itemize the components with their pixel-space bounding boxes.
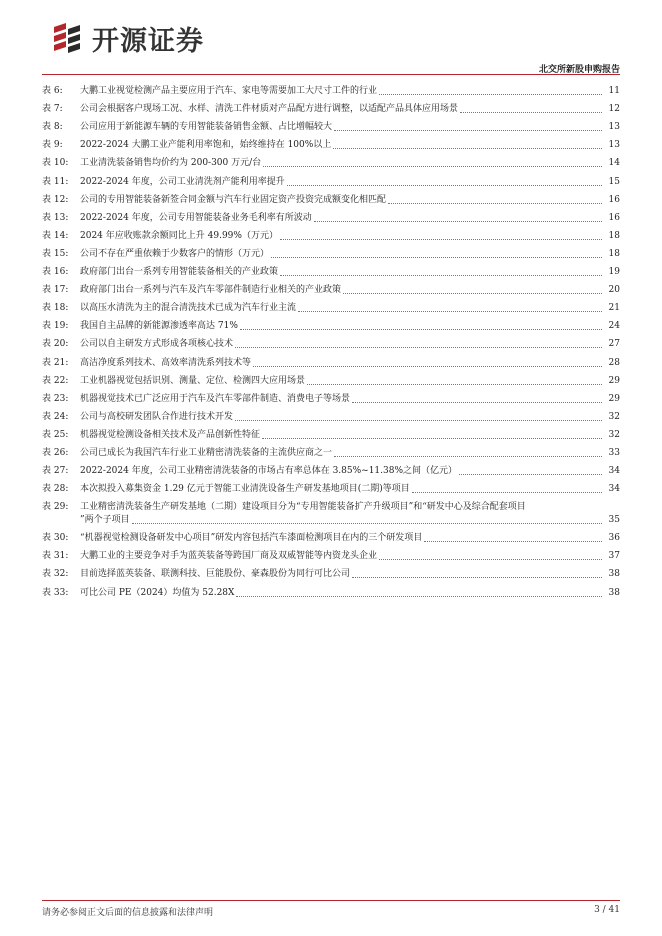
leader-dots xyxy=(235,420,602,421)
toc-entry[interactable] xyxy=(42,297,620,315)
toc-page: 32 xyxy=(608,411,620,422)
toc-page: 16 xyxy=(608,194,620,205)
leader-dots xyxy=(352,402,602,403)
leader-dots xyxy=(424,541,602,542)
toc-title: 公司以自主研发方式形成各项核心技术 xyxy=(80,339,234,350)
toc-label: 表 27: xyxy=(42,466,69,477)
leader-dots xyxy=(287,185,602,186)
toc-entry[interactable] xyxy=(42,496,620,527)
toc-page: 29 xyxy=(608,393,620,404)
toc-label: 表 20: xyxy=(42,339,69,350)
toc-label: 表 12: xyxy=(42,194,69,205)
toc-title: 公司的专用智能装备新签合同金额与汽车行业固定资产投资完成额变化相匹配 xyxy=(80,194,387,205)
toc-page: 18 xyxy=(608,230,620,241)
toc-title: 公司会根据客户现场工况、水样、清洗工件材质对产品配方进行调整，以适配产品具体应用场景 xyxy=(80,104,459,115)
toc-entry[interactable] xyxy=(42,478,620,496)
toc-label: 表 14: xyxy=(42,230,69,241)
toc-title: 2022-2024 大鹏工业产能利用率饱和，始终维持在 100%以上 xyxy=(80,140,332,151)
toc-page: 21 xyxy=(608,303,620,314)
toc-entry[interactable] xyxy=(42,243,620,261)
toc-label: 表 22: xyxy=(42,375,69,386)
leader-dots xyxy=(280,275,602,276)
toc-page: 38 xyxy=(608,569,620,580)
toc-page: 24 xyxy=(608,321,620,332)
toc-page: 32 xyxy=(608,429,620,440)
toc-title: 政府部门出台一系列与汽车及汽车零部件制造行业相关的产业政策 xyxy=(80,285,342,296)
toc-label: 表 29: xyxy=(42,502,69,513)
toc-label: 表 17: xyxy=(42,285,69,296)
leader-dots xyxy=(412,492,602,493)
toc-title-line2: ”两个子项目 xyxy=(80,515,130,526)
kaiyuan-logo-icon xyxy=(50,21,84,55)
toc-entry[interactable] xyxy=(42,152,620,170)
toc-entry[interactable] xyxy=(42,98,620,116)
leader-dots xyxy=(132,523,602,524)
toc-page: 34 xyxy=(608,466,620,477)
footer-disclaimer: 请务必参阅正文后面的信息披露和法律声明 xyxy=(42,908,214,918)
toc-page: 12 xyxy=(608,104,620,115)
leader-dots xyxy=(379,559,602,560)
toc-title: 政府部门出台一系列专用智能装备相关的产业政策 xyxy=(80,267,279,278)
toc-entry[interactable] xyxy=(42,406,620,424)
toc-page: 29 xyxy=(608,375,620,386)
toc-entry[interactable] xyxy=(42,442,620,460)
toc-title: 可比公司 PE（2024）均值为 52.28X xyxy=(80,587,235,598)
toc-label: 表 28: xyxy=(42,484,69,495)
toc-page: 15 xyxy=(608,176,620,187)
toc-page: 13 xyxy=(608,122,620,133)
toc-title-line1: 工业精密清洗装备生产研发基地（二期）建设项目分为“专用智能装备扩产升级项目”和“研发中心及综合配套项目 xyxy=(80,502,526,513)
footer-divider xyxy=(42,900,620,901)
toc-page: 33 xyxy=(608,447,620,458)
toc-title: 公司已成长为我国汽车行业工业精密清洗装备的主流供应商之一 xyxy=(80,447,333,458)
toc-title: 机器视觉检测设备相关技术及产品创新性特征 xyxy=(80,429,261,440)
toc-title: 大鹏工业的主要竞争对手为蓝英装备等跨国厂商及双威智能等内资龙头企业 xyxy=(80,551,378,562)
toc-title: 公司不存在严重依赖于少数客户的情形（万元） xyxy=(80,248,270,259)
toc-page: 28 xyxy=(608,357,620,368)
leader-dots xyxy=(379,94,602,95)
toc-title: 工业清洗装备销售均价约为 200-300 万元/台 xyxy=(80,158,262,169)
toc-entry[interactable] xyxy=(42,581,620,599)
leader-dots xyxy=(333,148,602,149)
toc-title: 2022-2024 年度，公司专用智能装备业务毛利率有所波动 xyxy=(80,212,312,223)
leader-dots xyxy=(334,456,602,457)
toc-title: 2022-2024 年度，公司工业清洗剂产能利用率提升 xyxy=(80,176,285,187)
leader-dots xyxy=(314,221,602,222)
table-of-contents xyxy=(42,80,620,600)
toc-label: 表 16: xyxy=(42,267,69,278)
leader-dots xyxy=(307,384,602,385)
leader-dots xyxy=(343,293,602,294)
toc-title: “机器视觉检测设备研发中心项目”研发内容包括汽车漆面检测项目在内的三个研发项目 xyxy=(80,533,423,544)
toc-page: 14 xyxy=(608,158,620,169)
toc-entry[interactable] xyxy=(42,545,620,563)
toc-label: 表 11: xyxy=(42,176,69,187)
leader-dots xyxy=(271,257,602,258)
toc-page: 20 xyxy=(608,285,620,296)
toc-entry[interactable] xyxy=(42,134,620,152)
toc-page: 18 xyxy=(608,248,620,259)
toc-label: 表 32: xyxy=(42,569,69,580)
toc-entry[interactable] xyxy=(42,189,620,207)
toc-title: 以高压水清洗为主的混合清洗技术已成为汽车行业主流 xyxy=(80,303,297,314)
toc-entry[interactable] xyxy=(42,116,620,134)
toc-label: 表 25: xyxy=(42,429,69,440)
leader-dots xyxy=(388,203,602,204)
toc-page: 27 xyxy=(608,339,620,350)
toc-entry[interactable] xyxy=(42,80,620,98)
toc-label: 表 30: xyxy=(42,533,69,544)
leader-dots xyxy=(236,596,602,597)
toc-title: 2022-2024 年度，公司工业精密清洗装备的市场占有率总体在 3.85%~11.38%之间（亿元） xyxy=(80,466,458,477)
toc-label: 表 24: xyxy=(42,411,69,422)
page-number: 3 / 41 xyxy=(594,905,620,915)
toc-page: 19 xyxy=(608,267,620,278)
leader-dots xyxy=(263,166,602,167)
leader-dots xyxy=(298,311,602,312)
toc-entry[interactable] xyxy=(42,225,620,243)
toc-title: 公司与高校研发团队合作进行技术开发 xyxy=(80,411,234,422)
brand-logo xyxy=(50,20,204,56)
leader-dots xyxy=(460,112,602,113)
leader-dots xyxy=(334,130,602,131)
leader-dots xyxy=(352,577,602,578)
toc-label: 表 33: xyxy=(42,587,69,598)
toc-entry[interactable] xyxy=(42,527,620,545)
toc-title: 目前选择蓝英装备、联测科技、巨能股份、豪森股份为同行可比公司 xyxy=(80,569,351,580)
toc-label: 表 15: xyxy=(42,248,69,259)
toc-entry[interactable] xyxy=(42,370,620,388)
toc-page: 34 xyxy=(608,484,620,495)
toc-label: 表 21: xyxy=(42,357,69,368)
toc-label: 表 13: xyxy=(42,212,69,223)
toc-page: 35 xyxy=(608,515,620,526)
toc-label: 表 9: xyxy=(42,140,63,151)
leader-dots xyxy=(253,366,602,367)
toc-title: 2024 年应收账款余额同比上升 49.99%（万元） xyxy=(80,230,278,241)
toc-entry[interactable] xyxy=(42,207,620,225)
toc-entry[interactable] xyxy=(42,424,620,442)
toc-page: 37 xyxy=(608,551,620,562)
leader-dots xyxy=(459,474,602,475)
toc-page: 11 xyxy=(608,86,620,97)
report-type: 北交所新股申购报告 xyxy=(538,65,620,75)
toc-entry[interactable] xyxy=(42,333,620,351)
toc-page: 16 xyxy=(608,212,620,223)
toc-title: 工业机器视觉包括识别、测量、定位、检测四大应用场景 xyxy=(80,375,306,386)
toc-title: 公司应用于新能源车辆的专用智能装备销售金额、占比增幅较大 xyxy=(80,122,333,133)
header-divider xyxy=(42,74,620,75)
leader-dots xyxy=(280,239,602,240)
toc-label: 表 26: xyxy=(42,447,69,458)
toc-page: 36 xyxy=(608,533,620,544)
toc-page: 13 xyxy=(608,140,620,151)
toc-entry[interactable] xyxy=(42,315,620,333)
leader-dots xyxy=(240,329,602,330)
brand-name: 开源证券 xyxy=(92,25,204,57)
toc-label: 表 10: xyxy=(42,158,69,169)
toc-label: 表 18: xyxy=(42,303,69,314)
toc-entry[interactable] xyxy=(42,388,620,406)
toc-title: 机器视觉技术已广泛应用于汽车及汽车零部件制造、消费电子等场景 xyxy=(80,393,351,404)
toc-title: 大鹏工业视觉检测产品主要应用于汽车、家电等需要加工大尺寸工件的行业 xyxy=(80,86,378,97)
toc-label: 表 8: xyxy=(42,122,63,133)
toc-label: 表 23: xyxy=(42,393,69,404)
toc-page: 38 xyxy=(608,587,620,598)
leader-dots xyxy=(235,347,602,348)
leader-dots xyxy=(262,438,602,439)
toc-entry[interactable] xyxy=(42,279,620,297)
toc-entry[interactable] xyxy=(42,460,620,478)
toc-title: 我国自主品牌的新能源渗透率高达 71% xyxy=(80,321,238,332)
toc-entry[interactable] xyxy=(42,261,620,279)
toc-label: 表 19: xyxy=(42,321,69,332)
toc-title: 本次拟投入募集资金 1.29 亿元于智能工业清洗设备生产研发基地项目(二期)等项目 xyxy=(80,484,410,495)
toc-title: 高洁净度系列技术、高效率清洗系列技术等 xyxy=(80,357,252,368)
toc-entry[interactable] xyxy=(42,351,620,369)
toc-entry[interactable] xyxy=(42,170,620,188)
toc-label: 表 6: xyxy=(42,86,63,97)
toc-entry[interactable] xyxy=(42,563,620,581)
toc-label: 表 31: xyxy=(42,551,69,562)
toc-label: 表 7: xyxy=(42,104,63,115)
